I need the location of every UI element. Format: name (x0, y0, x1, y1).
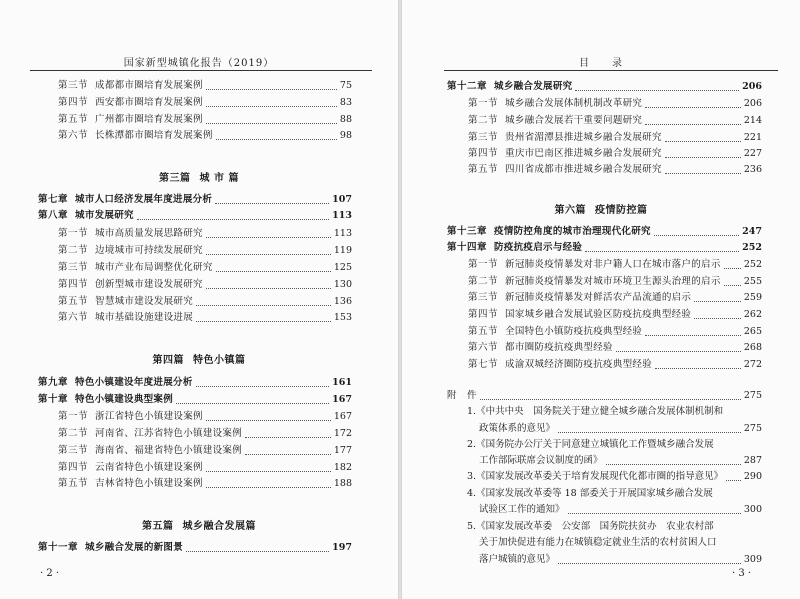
chapter-title: 城市人口经济发展年度进展分析 (75, 194, 213, 205)
section-number: 第五节 (468, 164, 499, 175)
page-number: 221 (743, 132, 762, 143)
leader-dots (655, 368, 741, 369)
page-number: 214 (743, 115, 762, 126)
toc-entry[interactable] (468, 130, 762, 146)
chapter-number: 第八章 (38, 210, 69, 221)
section-number: 第四节 (468, 309, 499, 320)
part-title: 疫情防控篇 (595, 205, 648, 216)
page-number: 161 (332, 377, 352, 388)
leader-dots (216, 271, 331, 272)
header-rule (30, 70, 372, 71)
leader-dots (186, 551, 329, 552)
chapter-title: 特色小镇建设典型案例 (75, 394, 174, 405)
section-title: 边境城市可持续发展研究 (95, 245, 203, 256)
leader-dots (206, 288, 331, 289)
section-number: 第五节 (58, 114, 89, 125)
appendix-item-line[interactable]: 关于加快促进有能力在城镇稳定就业生活的农村贫困人口 (479, 537, 717, 548)
appendix-item-row[interactable] (479, 502, 762, 518)
section-number: 第三节 (468, 132, 499, 143)
appendix-item-row[interactable] (479, 453, 762, 469)
appendix-item-line: 试验区工作的通知》 (479, 504, 565, 515)
leader-dots (206, 106, 337, 107)
appendix-item-line: 3.《国家发展改革委关于培育发展现代化都市圈的指导意见》 (467, 471, 724, 482)
chapter-number: 第十二章 (447, 81, 488, 92)
part-heading (0, 517, 398, 532)
leader-dots (480, 399, 741, 400)
page-number: 252 (742, 242, 762, 253)
toc-entry[interactable] (468, 146, 762, 162)
part-title: 城 市 篇 (199, 173, 239, 184)
leader-dots (645, 107, 741, 108)
toc-entry[interactable] (468, 307, 762, 323)
chapter-number: 第十四章 (447, 242, 488, 253)
toc-entry[interactable] (58, 226, 352, 242)
toc-entry[interactable] (58, 426, 352, 442)
section-title: 成渝双城经济圈防疫抗疫典型经验 (505, 359, 653, 370)
toc-entry[interactable] (468, 257, 762, 273)
leader-dots (616, 351, 741, 352)
section-title: 城乡融合发展体制机制改革研究 (505, 98, 643, 109)
section-number: 第五节 (58, 478, 89, 489)
page-number: 309 (743, 554, 762, 565)
page-number: 290 (743, 471, 762, 482)
section-number: 第二节 (58, 245, 89, 256)
section-number: 第四节 (58, 97, 89, 108)
leader-dots (694, 318, 741, 319)
leader-dots (206, 420, 331, 421)
toc-entry[interactable] (468, 290, 762, 306)
part-number: 第三篇 (159, 173, 191, 184)
section-title: 城市高质量发展思路研究 (95, 228, 203, 239)
section-title: 云南省特色小镇建设案例 (95, 462, 203, 473)
section-title: 城市产业布局调整优化研究 (95, 262, 213, 273)
toc-chapter-entry[interactable] (38, 192, 352, 208)
toc-entry[interactable] (58, 476, 352, 492)
toc-entry[interactable] (58, 78, 352, 94)
leader-dots (606, 464, 741, 465)
page-number: 300 (743, 504, 762, 515)
leader-dots (245, 454, 331, 455)
page-number: 188 (333, 478, 352, 489)
chapter-title: 防疫抗疫启示与经验 (494, 242, 583, 253)
chapter-title: 城乡融合发展研究 (494, 81, 573, 92)
section-title: 贵州省湄潭县推进城乡融合发展研究 (505, 132, 662, 143)
section-title: 城市基础设施建设进展 (95, 312, 194, 323)
section-number: 第四节 (58, 279, 89, 290)
leader-dots (206, 254, 331, 255)
page-number: 125 (333, 262, 352, 273)
page-number: 287 (743, 455, 762, 466)
leader-dots (245, 437, 331, 438)
section-number: 第三节 (58, 80, 89, 91)
section-title: 广州都市圈培育发展案例 (95, 114, 203, 125)
section-number: 第二节 (468, 115, 499, 126)
page-number: 172 (333, 428, 352, 439)
page-number: 252 (743, 259, 762, 270)
toc-entry[interactable] (468, 113, 762, 129)
page-number: 227 (743, 148, 762, 159)
section-title: 智慧城市建设发展研究 (95, 296, 194, 307)
leader-dots (694, 301, 741, 302)
toc-chapter-entry[interactable] (447, 224, 762, 240)
leader-dots (645, 124, 741, 125)
leader-dots (575, 90, 739, 91)
page-folio: · 3 · (732, 568, 752, 579)
page-number: 259 (743, 292, 762, 303)
chapter-number: 第十一章 (38, 542, 79, 553)
appendix-item-row[interactable] (479, 421, 762, 437)
section-title: 都市圈防疫抗疫典型经验 (505, 342, 613, 353)
section-title: 新冠肺炎疫情暴发对非户籍人口在城市落户的启示 (505, 259, 721, 270)
leader-dots (654, 235, 739, 236)
part-heading (0, 351, 398, 366)
page-number: 262 (743, 309, 762, 320)
leader-dots (206, 471, 331, 472)
running-head: 国家新型城镇化报告（2019） (123, 58, 275, 69)
page-number: 98 (339, 130, 352, 141)
section-number: 第二节 (468, 276, 499, 287)
appendix-item-line[interactable]: 4.《国家发展改革委等 18 部委关于开展国家城乡融合发展 (467, 488, 713, 499)
page-number: 177 (333, 445, 352, 456)
toc-entry[interactable] (468, 324, 762, 340)
toc-entry[interactable] (58, 310, 352, 326)
section-title: 河南省、江苏省特色小镇建设案例 (95, 428, 243, 439)
section-number: 第五节 (468, 326, 499, 337)
section-title: 重庆市巴南区推进城乡融合发展研究 (505, 148, 662, 159)
page-number: 272 (743, 359, 762, 370)
section-title: 城乡融合发展若干重要问题研究 (505, 115, 643, 126)
leader-dots (196, 386, 330, 387)
page-number: 136 (333, 296, 352, 307)
toc-entry[interactable] (58, 409, 352, 425)
section-title: 长株潭都市圈培育发展案例 (95, 130, 213, 141)
page-number: 167 (333, 411, 352, 422)
right-page (402, 0, 800, 599)
chapter-title: 城市发展研究 (75, 210, 134, 221)
page-number: 275 (743, 423, 762, 434)
chapter-number: 第九章 (38, 377, 69, 388)
page-number: 130 (333, 279, 352, 290)
page-number: 206 (743, 98, 762, 109)
toc-entry[interactable] (58, 443, 352, 459)
page-number: 247 (742, 226, 762, 237)
section-title: 四川省成都市推进城乡融合发展研究 (505, 164, 662, 175)
section-number: 第三节 (468, 292, 499, 303)
leader-dots (585, 251, 739, 252)
appendix-item-line[interactable]: 1.《中共中央 国务院关于建立健全城乡融合发展体制机制和 (467, 406, 724, 417)
toc-entry[interactable] (58, 460, 352, 476)
page-number: 236 (743, 164, 762, 175)
leader-dots (724, 268, 741, 269)
toc-chapter-entry[interactable] (38, 375, 352, 391)
toc-entry[interactable] (58, 294, 352, 310)
leader-dots (558, 563, 741, 564)
toc-entry[interactable] (468, 274, 762, 290)
section-number: 第四节 (58, 462, 89, 473)
toc-entry[interactable] (58, 112, 352, 128)
page-number: 107 (332, 194, 352, 205)
leader-dots (176, 403, 329, 404)
section-number: 第二节 (58, 428, 89, 439)
toc-chapter-entry[interactable] (447, 240, 762, 256)
section-number: 第四节 (468, 148, 499, 159)
leader-dots (665, 173, 741, 174)
appendix-item-row[interactable] (467, 469, 762, 485)
leader-dots (216, 139, 337, 140)
section-number: 第一节 (468, 259, 499, 270)
header-rule (444, 70, 778, 71)
leader-dots (558, 432, 741, 433)
leader-dots (665, 141, 741, 142)
leader-dots (206, 123, 337, 124)
toc-entry[interactable] (58, 95, 352, 111)
leader-dots (196, 305, 331, 306)
page-number: 75 (339, 80, 352, 91)
page-number: 88 (339, 114, 352, 125)
toc-appendix-entry[interactable] (447, 388, 762, 404)
section-title: 西安都市圈培育发展案例 (95, 97, 203, 108)
page-number: 167 (332, 394, 352, 405)
appendix-item-line[interactable]: 5.《国家发展改革委 公安部 国务院扶贫办 农业农村部 (467, 521, 714, 532)
part-title: 特色小镇篇 (193, 355, 246, 366)
part-number: 第五篇 (142, 521, 174, 532)
toc-entry[interactable] (468, 162, 762, 178)
page-number: 83 (339, 97, 352, 108)
leader-dots (196, 321, 331, 322)
section-title: 新冠肺炎疫情暴发对鲜活农产品流通的启示 (505, 292, 692, 303)
leader-dots (206, 487, 331, 488)
toc-chapter-entry[interactable] (447, 79, 762, 95)
leader-dots (206, 237, 331, 238)
page-number: 182 (333, 462, 352, 473)
toc-entry[interactable] (468, 340, 762, 356)
toc-entry[interactable] (58, 260, 352, 276)
appendix-item-line[interactable]: 2.《国务院办公厅关于同意建立城镇化工作暨城乡融合发展 (467, 439, 714, 450)
page-number: 275 (743, 390, 762, 401)
chapter-title: 疫情防控角度的城市治理现代化研究 (494, 226, 651, 237)
leader-dots (206, 89, 337, 90)
toc-entry[interactable] (468, 96, 762, 112)
leader-dots (645, 335, 741, 336)
section-title: 国家城乡融合发展试验区防疫抗疫典型经验 (505, 309, 692, 320)
section-title: 浙江省特色小镇建设案例 (95, 411, 203, 422)
section-title: 吉林省特色小镇建设案例 (95, 478, 203, 489)
section-title: 成都都市圈培育发展案例 (95, 80, 203, 91)
chapter-number: 第十章 (38, 394, 69, 405)
appendix-item-line: 落户城镇的意见》 (479, 554, 556, 565)
part-heading (402, 201, 800, 216)
page-number: 153 (333, 312, 352, 323)
page-number: 119 (333, 245, 352, 256)
chapter-number: 第七章 (38, 194, 69, 205)
section-title: 全国特色小镇防疫抗疫典型经验 (505, 326, 643, 337)
toc-entry[interactable] (468, 357, 762, 373)
page-number: 113 (332, 210, 352, 221)
part-heading (0, 169, 398, 184)
leader-dots (568, 513, 741, 514)
section-number: 第三节 (58, 445, 89, 456)
appendix-item-line: 工作部际联席会议制度的函》 (479, 455, 603, 466)
page-number: 265 (743, 326, 762, 337)
appendix-item-line: 政策体系的意见》 (479, 423, 556, 434)
chapter-title: 特色小镇建设年度进展分析 (75, 377, 193, 388)
page-number: 113 (333, 228, 352, 239)
leader-dots (724, 285, 741, 286)
section-number: 第五节 (58, 296, 89, 307)
leader-dots (726, 480, 741, 481)
page-number: 268 (743, 342, 762, 353)
leader-dots (137, 219, 329, 220)
toc-entry[interactable] (58, 277, 352, 293)
page-number: 197 (332, 542, 352, 553)
section-number: 第七节 (468, 359, 499, 370)
toc-chapter-entry[interactable] (38, 208, 352, 224)
toc-chapter-entry[interactable] (38, 540, 352, 556)
section-number: 第一节 (58, 228, 89, 239)
toc-entry[interactable] (58, 243, 352, 259)
section-title: 海南省、福建省特色小镇建设案例 (95, 445, 243, 456)
section-number: 第一节 (468, 98, 499, 109)
section-number: 第三节 (58, 262, 89, 273)
section-number: 第一节 (58, 411, 89, 422)
appendix-item-row[interactable] (479, 552, 762, 568)
part-number: 第四篇 (152, 355, 184, 366)
chapter-number: 第十三章 (447, 226, 488, 237)
toc-entry[interactable] (58, 128, 352, 144)
part-title: 城乡融合发展篇 (182, 521, 256, 532)
section-title: 创新型城市建设发展研究 (95, 279, 203, 290)
leader-dots (215, 203, 329, 204)
part-number: 第六篇 (554, 205, 586, 216)
running-head: 目 录 (579, 58, 623, 69)
section-number: 第六节 (58, 312, 89, 323)
left-page (0, 0, 398, 599)
appendix-label: 附 件 (447, 390, 478, 401)
chapter-title: 城乡融合发展的新图景 (85, 542, 184, 553)
page-number: 255 (743, 276, 762, 287)
toc-chapter-entry[interactable] (38, 392, 352, 408)
page-folio: · 2 · (40, 568, 60, 579)
leader-dots (665, 157, 741, 158)
section-title: 新冠肺炎疫情暴发对城市环境卫生源头治理的启示 (505, 276, 721, 287)
page-number: 206 (742, 81, 762, 92)
section-number: 第六节 (58, 130, 89, 141)
section-number: 第六节 (468, 342, 499, 353)
